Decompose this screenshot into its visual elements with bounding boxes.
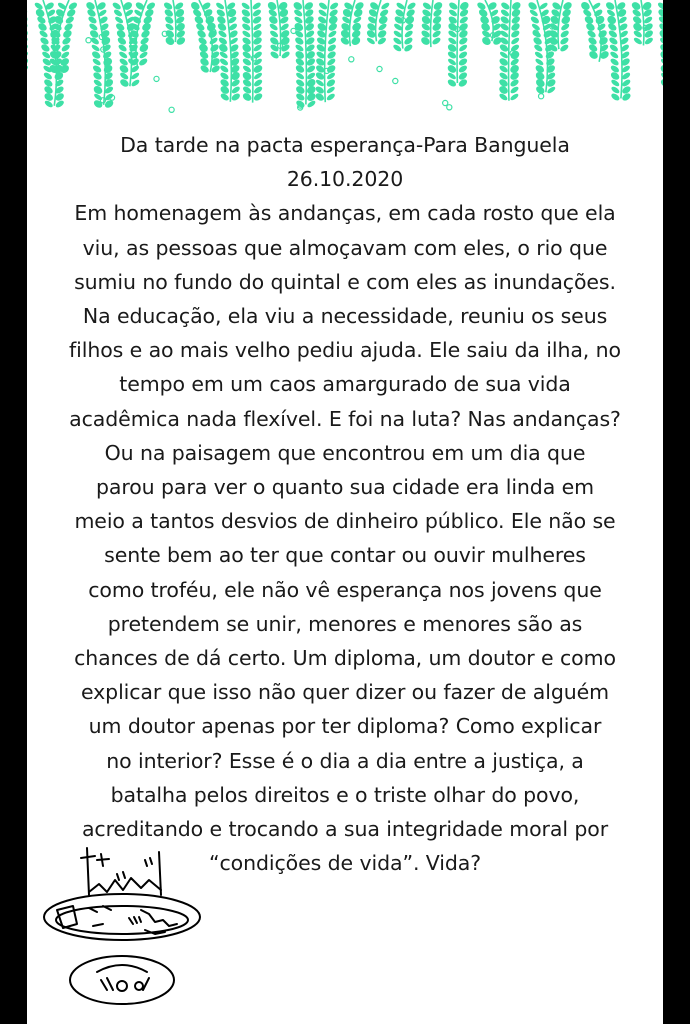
poem-line: parou para ver o quanto sua cidade era linda em (95, 475, 594, 500)
poem-line: viu, as pessoas que almoçavam com eles, o rio que (82, 235, 608, 260)
poem-text (27, 128, 663, 880)
poem-date: 26.10.2020 (286, 167, 404, 192)
leafy-vine-border (27, 0, 663, 125)
poem-line: “condições de vida”. Vida? (208, 851, 482, 876)
poem-line: chances de dá certo. Um diploma, um doutor e como (74, 646, 616, 671)
poem-line: acadêmica nada flexível. E foi na luta? Nas andanças? (69, 406, 621, 431)
poem-line: tempo em um caos amargurado de sua vida (119, 372, 571, 397)
poem-line: no interior? Esse é o dia a dia entre a justiça, a (106, 748, 584, 773)
document-page (27, 0, 663, 1024)
poem-line: sumiu no fundo do quintal e com eles as inundações. (74, 269, 616, 294)
poem-line: um doutor apenas por ter diploma? Como explicar (88, 714, 602, 739)
poem-title: Da tarde na pacta esperança-Para Banguela (120, 133, 570, 157)
poem-line: filhos e ao mais velho pediu ajuda. Ele saiu da ilha, no (69, 338, 621, 363)
poem-line: batalha pelos direitos e o triste olhar do povo, (110, 782, 580, 807)
poem-line: Na educação, ela viu a necessidade, reuniu os seus (82, 304, 608, 329)
poem-line: meio a tantos desvios de dinheiro público. Ele não se (74, 509, 616, 534)
poem-line: explicar que isso não quer dizer ou fazer de alguém (80, 680, 610, 705)
poem-line: acreditando e trocando a sua integridade moral por (81, 817, 609, 842)
poem-line: Ou na paisagem que encontrou em um dia que (104, 440, 586, 465)
poem-line: pretendem se unir, menores e menores são as (107, 611, 583, 636)
poem-line: Em homenagem às andanças, em cada rosto que ela (74, 201, 616, 226)
poem-line: como troféu, ele não vê esperança nos jovens que (88, 577, 602, 602)
poem-line: sente bem ao ter que contar ou ouvir mulheres (104, 543, 586, 568)
hand-drawn-doodle (37, 840, 207, 1015)
